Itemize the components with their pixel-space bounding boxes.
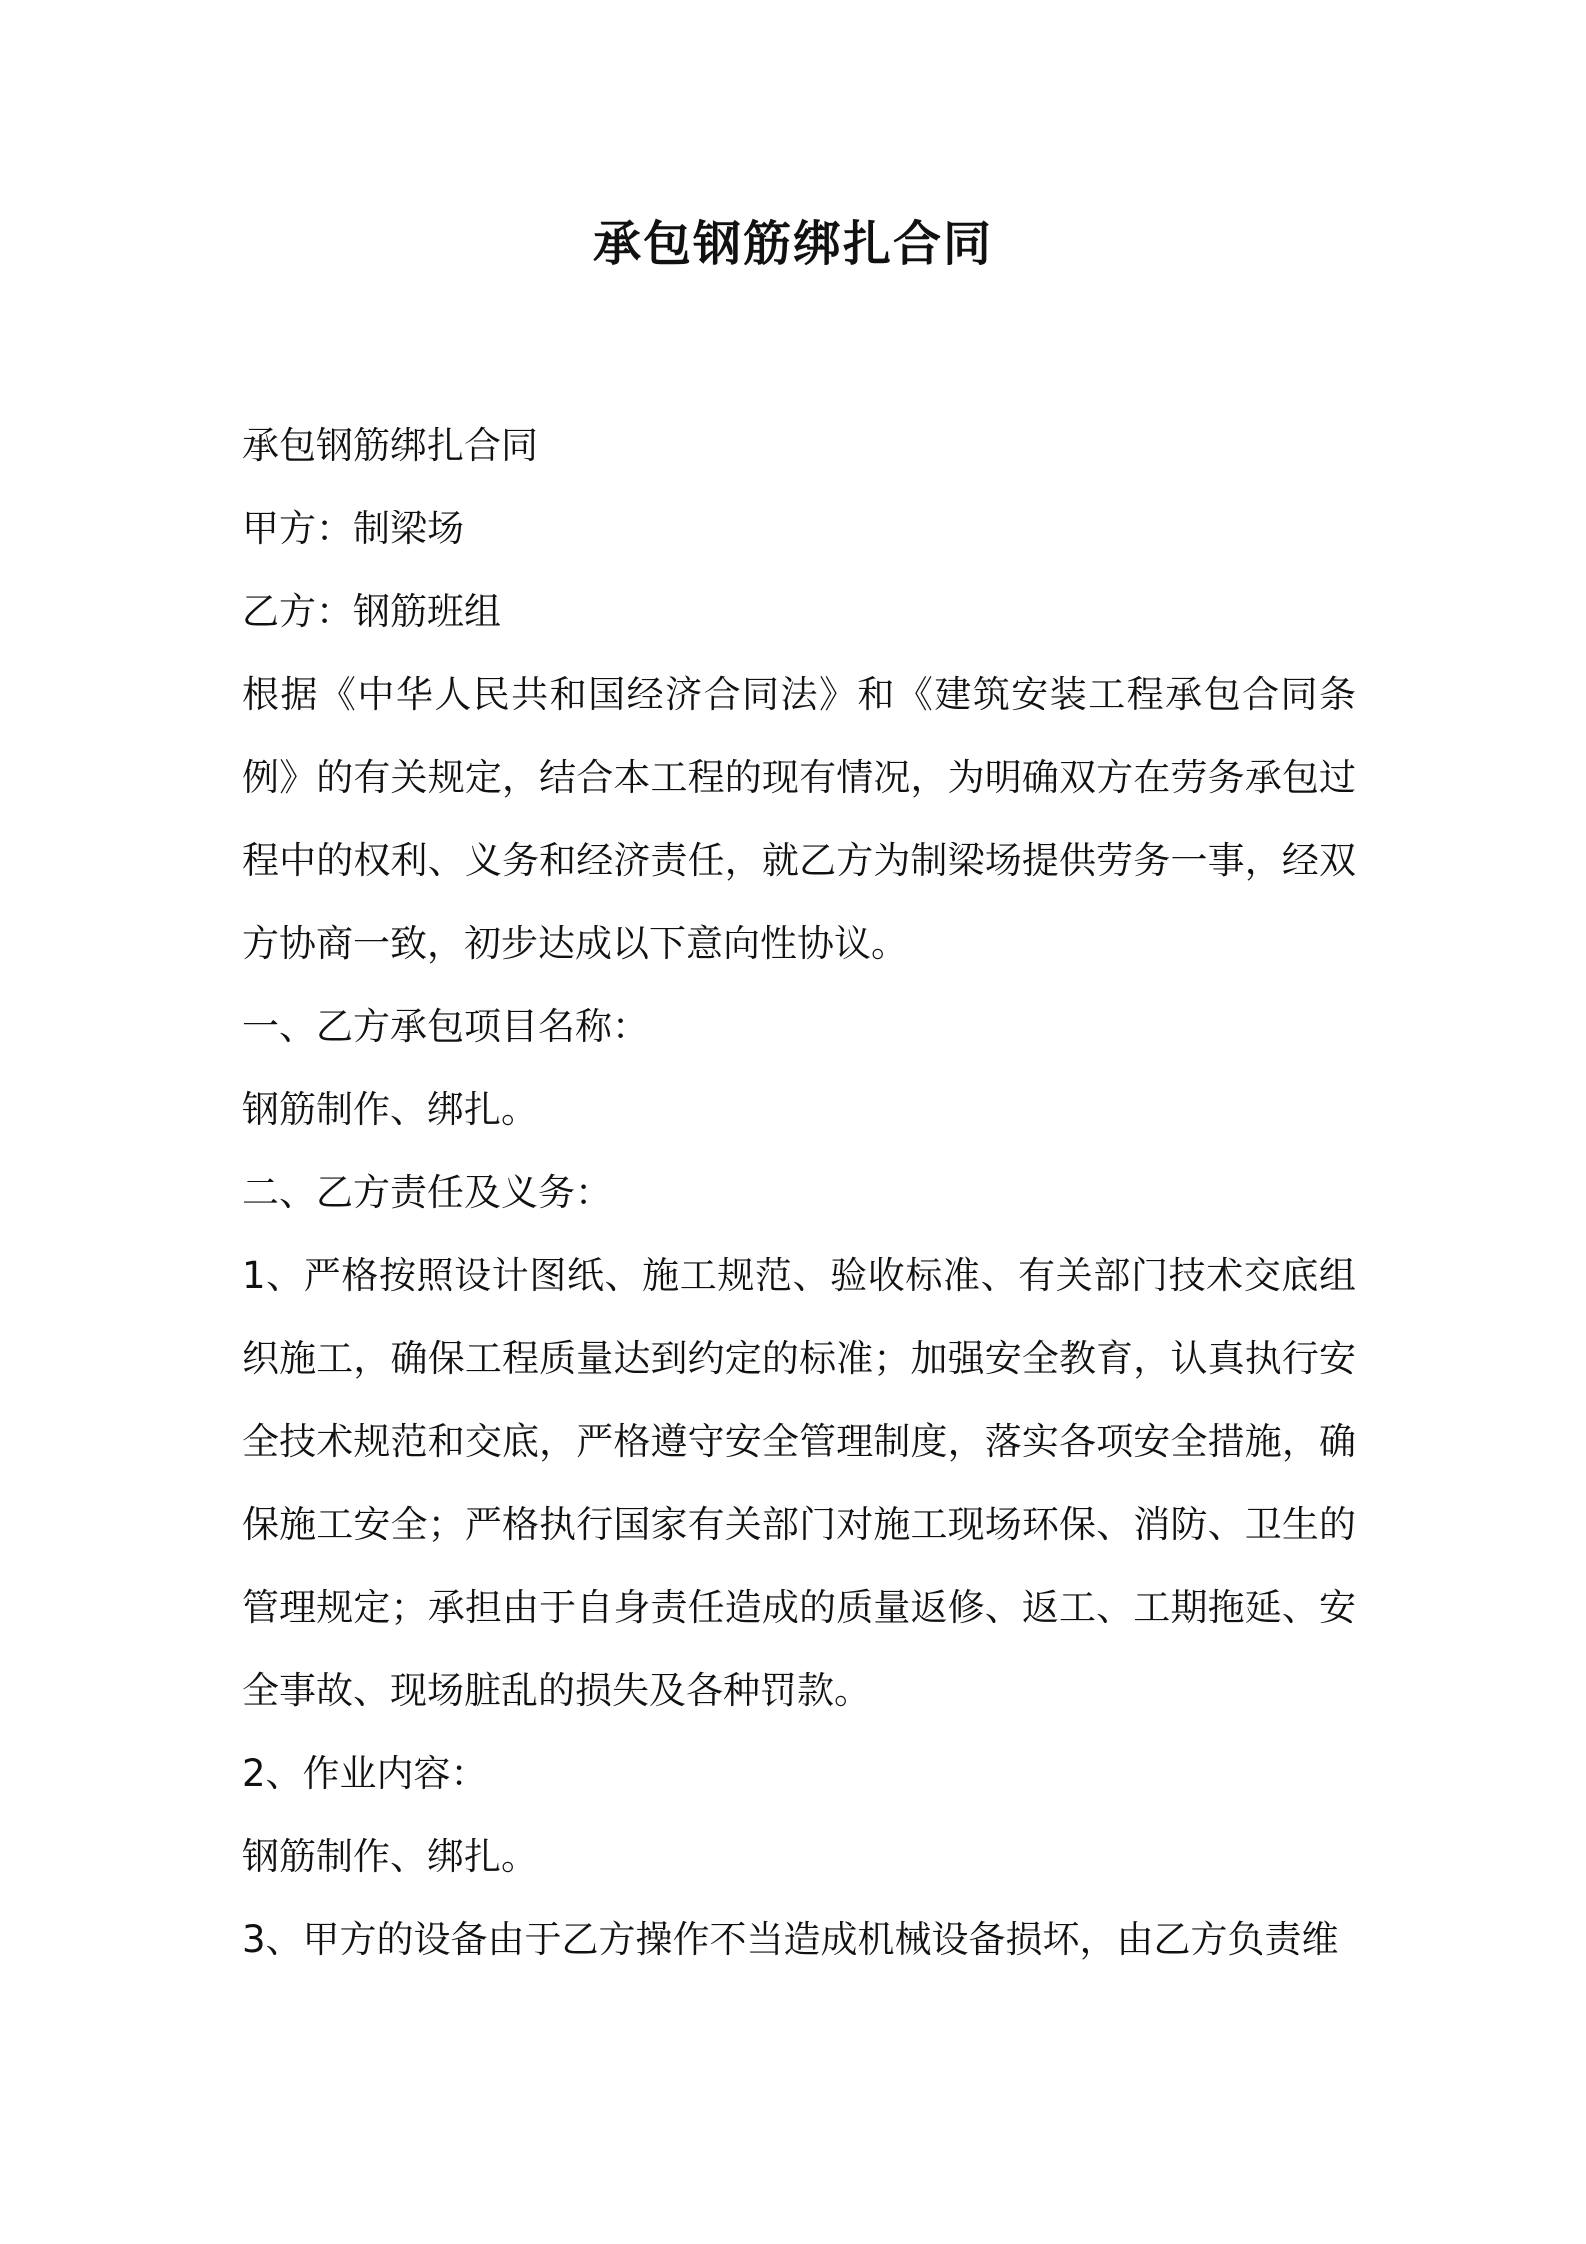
paragraph-clause-2-heading: 2、作业内容： — [242, 1752, 488, 1795]
section-heading-project: 一、乙方承包项目名称： — [242, 1005, 649, 1048]
paragraph-clause-1: 1、严格按照设计图纸、施工规范、验收标准、有关部门技术交底组织施工，确保工程质量达到约定的标准；加强安全教育，认真执行安全技术规范和交底，严格遵守安全管理制度，落实各项安全措施，确保施工安全；严格执行国家有关部门对施工现场环保、消防、卫生的管理规定；承担由于自身责任造成的质量返修、返工、工期拖延、安全事故、现场脏乱的损失及各种罚款。 — [242, 1254, 1356, 1712]
document-body — [242, 404, 1356, 1981]
paragraph-clause-3: 3、甲方的设备由于乙方操作不当造成机械设备损坏，由乙方负责维 — [242, 1918, 1339, 1961]
paragraph-preamble: 根据《中华人民共和国经济合同法》和《建筑安装工程承包合同条例》的有关规定，结合本工程的现有情况，为明确双方在劳务承包过程中的权利、义务和经济责任，就乙方为制梁场提供劳务一事，经双方协商一致，初步达成以下意向性协议。 — [242, 673, 1356, 965]
document-title: 承包钢筋绑扎合同 — [592, 216, 993, 272]
paragraph-contract-name: 承包钢筋绑扎合同 — [242, 424, 538, 467]
paragraph-party-b: 乙方：钢筋班组 — [242, 590, 501, 633]
section-heading-responsibilities: 二、乙方责任及义务： — [242, 1171, 612, 1214]
paragraph-project-content: 钢筋制作、绑扎。 — [242, 1088, 538, 1131]
paragraph-clause-2-content: 钢筋制作、绑扎。 — [242, 1835, 538, 1878]
paragraph-party-a: 甲方：制梁场 — [242, 507, 464, 550]
